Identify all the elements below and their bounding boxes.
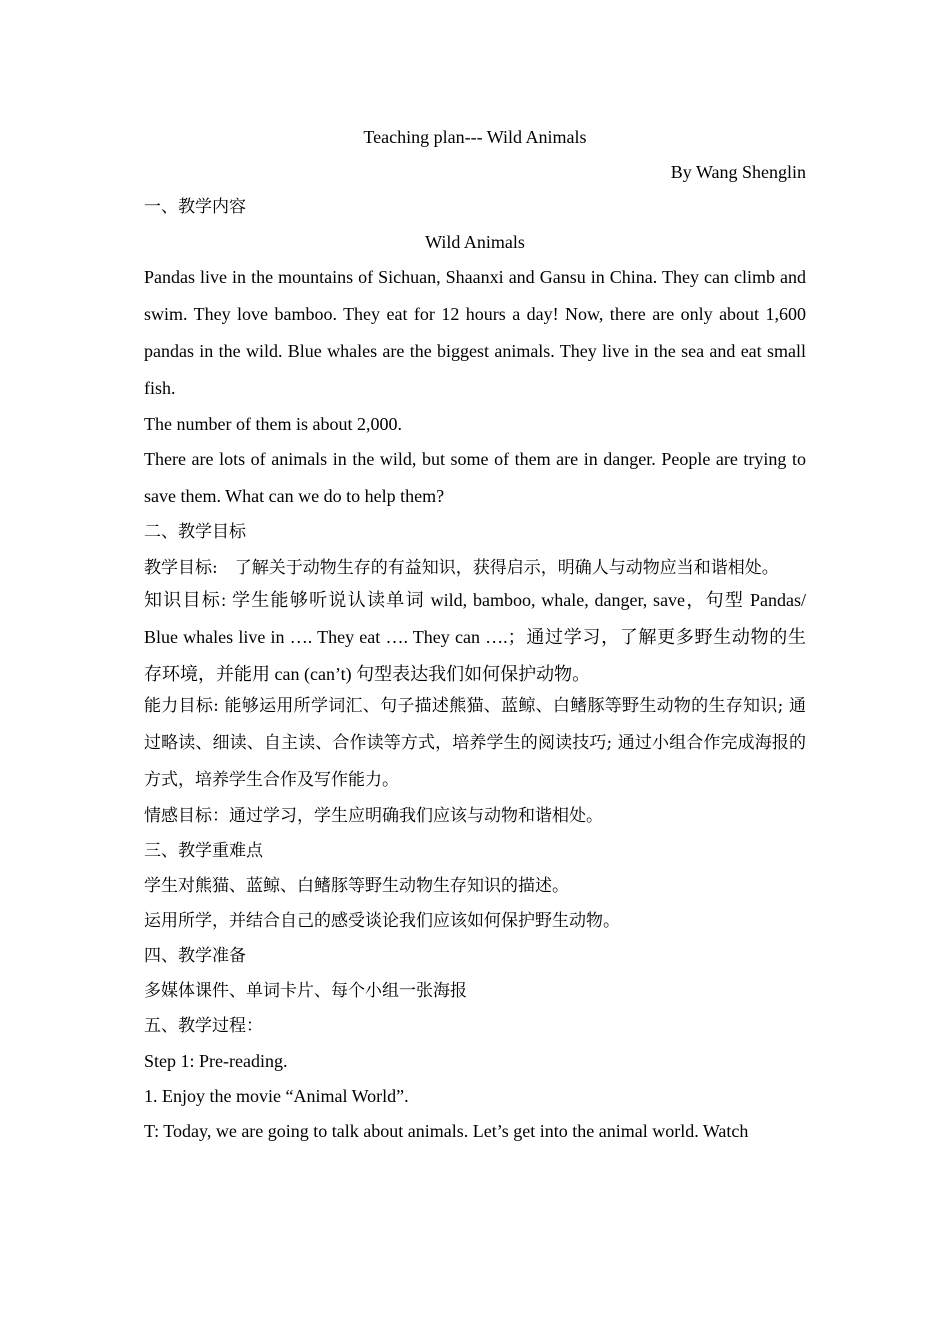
reading-paragraph-3: There are lots of animals in the wild, but some of them are in danger. People are trying to save them. What can we do to help them?	[144, 449, 806, 506]
document-title: Teaching plan--- Wild Animals	[363, 127, 587, 147]
goal-emotion: 情感目标：通过学习，学生应明确我们应该与动物和谐相处。	[144, 806, 603, 826]
step-1: Step 1: Pre-reading.	[144, 1051, 288, 1071]
section-heading-goals: 二、教学目标	[144, 522, 246, 542]
reading-paragraph-2: The number of them is about 2,000.	[144, 414, 402, 434]
goal-teaching: 教学目标: 了解关于动物生存的有益知识，获得启示，明确人与动物应当和谐相处。	[144, 558, 779, 578]
section-heading-content: 一、教学内容	[144, 197, 246, 217]
text-title: Wild Animals	[425, 232, 525, 252]
teacher-line: T: Today, we are going to talk about animals. Let’s get into the animal world. Watch	[144, 1121, 749, 1141]
document-body	[144, 124, 806, 1153]
goal-knowledge: 知识目标: 学生能够听说认读单词 wild, bamboo, whale, danger, save，句型 Pandas/ Blue whales live in …. They eat …. They can ….；通过学习，了解更多野生动物的生存环境，并能用 can (can’t) 句型表达我们如何保护动物。	[144, 590, 806, 684]
reading-paragraph-1: Pandas live in the mountains of Sichuan, Shaanxi and Gansu in China. They can climb and swim. They love bamboo. They eat for 12 hours a day! Now, there are only about 1,600 pandas in the wild. Blue whales are the biggest animals. They live in the sea and eat small fish.	[144, 267, 806, 398]
step-1-item-1: 1. Enjoy the movie “Animal World”.	[144, 1086, 409, 1106]
goal-ability: 能力目标: 能够运用所学词汇、句子描述熊猫、蓝鲸、白鳍豚等野生动物的生存知识; 通过略读、细读、自主读、合作读等方式，培养学生的阅读技巧; 通过小组合作完成海报的方式，培养学生合作及写作能力。	[144, 696, 806, 790]
section-heading-preparation: 四、教学准备	[144, 946, 246, 966]
section-heading-key-points: 三、教学重难点	[144, 841, 263, 861]
preparation-materials: 多媒体课件、单词卡片、每个小组一张海报	[144, 981, 467, 1001]
section-heading-process: 五、教学过程：	[144, 1016, 263, 1036]
document-author: By Wang Shenglin	[670, 162, 806, 182]
key-point-1: 学生对熊猫、蓝鲸、白鳍豚等野生动物生存知识的描述。	[144, 876, 569, 896]
key-point-2: 运用所学，并结合自己的感受谈论我们应该如何保护野生动物。	[144, 911, 620, 931]
